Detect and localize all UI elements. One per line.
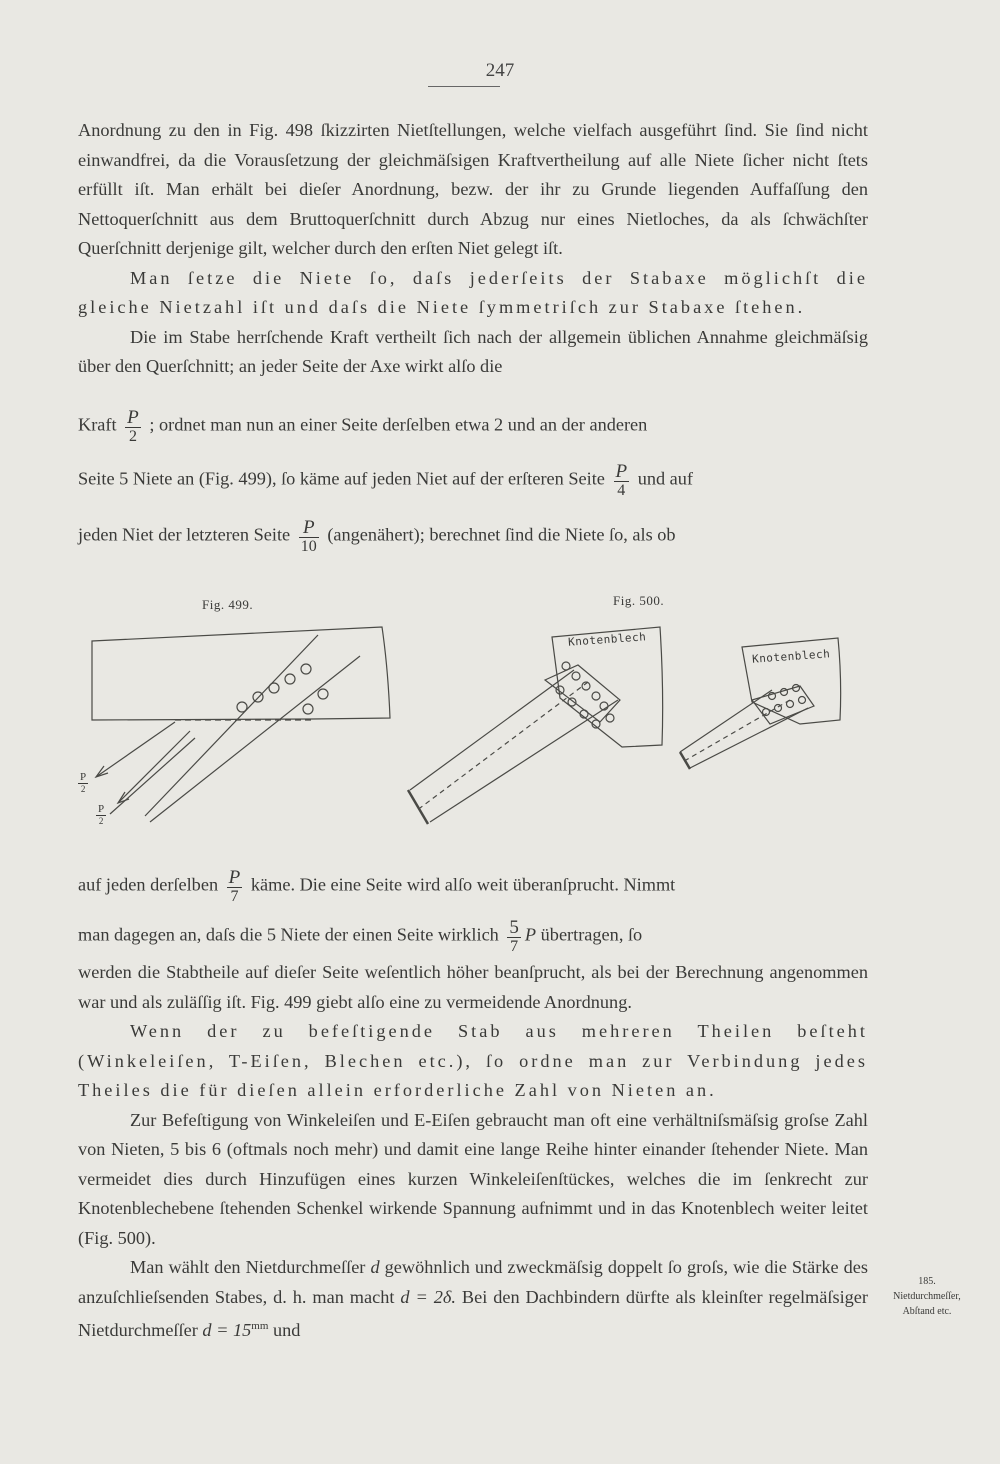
nietdurchmesser-text-1: Man wählt den Nietdurchmeſſer <box>130 1257 366 1277</box>
fig-500-rivets-b <box>763 685 806 716</box>
fig-500-bar-b-end <box>680 752 690 769</box>
rivet <box>775 705 782 712</box>
rivet <box>562 662 570 670</box>
force-numerator: P <box>80 771 87 783</box>
unit-mm: mm <box>251 1320 269 1332</box>
jeden-text-after: (angenähert); berechnet ſind die Niete ſo, als ob <box>327 524 676 545</box>
equation-d-2delta: d = 2δ. <box>400 1286 456 1307</box>
fig-499-gusset-plate <box>92 627 390 720</box>
fraction-numerator: P <box>302 517 315 538</box>
rivet <box>787 701 794 708</box>
rivet <box>572 672 580 680</box>
auf-text-before: auf jeden derſelben <box>78 874 219 895</box>
fraction-numerator: 5 <box>509 917 519 938</box>
rivet <box>285 674 295 684</box>
fig-499-force-arrows <box>96 722 195 814</box>
paragraph-beanspruchung: werden die Stabtheile auf dieſer Seite weſentlich höher beanſprucht, als bei der Berechnung angenommen war und als zuläſſig iſt. Fig. 499 giebt alſo eine zu vermeidende Anordnung. <box>78 962 868 1012</box>
fig-500-angle-b <box>752 686 814 724</box>
rivet <box>237 702 247 712</box>
rivet <box>318 689 328 699</box>
knotenblech-label-a: Knotenblech <box>567 630 647 649</box>
equation-d-15: d = 15 <box>202 1320 252 1341</box>
fig-500-bar-a-center <box>420 682 588 808</box>
fraction-denominator: 7 <box>227 887 243 905</box>
paragraph-winkeleisen: Zur Befeſtigung von Winkeleiſen und E-Eiſen gebraucht man oft eine verhältniſsmäſsig groſse Zahl von Nieten, 5 bis 6 (oftmals noch mehr) und damit eine lange Reihe hinter einander ſtehender Niete. Man vermeidet dies durch Hinzufügen eines kurzen Winkeleiſenſtückes, welches die im ſenkrecht zur Knotenblechebene ſtehenden Schenkel wirkende Spannung aufnimmt und in das Knotenblech weiter leitet (Fig. 500). <box>78 1109 868 1248</box>
nietdurchmesser-text-4: und <box>272 1320 301 1341</box>
seite-text-before: Seite 5 Niete an (Fig. 499), ſo käme auf jeden Niet auf der erſteren Seite <box>78 468 605 489</box>
force-numerator: P <box>98 803 105 815</box>
rivet <box>301 664 311 674</box>
fig-500-bar-a-end <box>408 790 428 824</box>
auf-text-after: käme. Die eine Seite wird alſo weit überanſprucht. Nimmt <box>250 874 676 895</box>
knotenblech-label-b: Knotenblech <box>751 647 831 666</box>
margin-note-line-1: Nietdurchmeſſer, <box>893 1291 961 1302</box>
fraction-denominator: 10 <box>300 538 317 555</box>
paragraph-nietstellungen: Anordnung zu den in Fig. 498 ſkizzirten Nietſtellungen, welche vielfach ausgeführt ſind. Sie ſind nicht einwandfrei, da die Vorausſetzung der gleichmäſsigen Kraftvertheilung auf alle Niete ſicher nicht ſtets erfüllt iſt. Man erhält bei dieſer Anordnung, bezw. der ihr zu Grunde liegenden Auffaſſung den Nettoquerſchnitt aus dem Bruttoquerſchnitt durch Abzug nur eines Nietloches, da als ſchwächſter Querſchnitt derjenige gilt, welcher durch den erſten Niet gelegt iſt. <box>78 120 868 258</box>
force-label-lower <box>96 804 106 826</box>
nietdurchmesser-text-2: gewöhnlich und zweckmäſsig doppelt ſo groſs, wie die Stärke des anzuſchlieſsenden Stabes, d. h. man macht <box>78 1257 868 1307</box>
page-number: 247 <box>485 60 515 81</box>
fig-500-bar-b-left <box>680 690 772 752</box>
fig-500-bar-a-left <box>410 670 574 790</box>
fraction-denominator: 2 <box>125 427 141 445</box>
paragraph-nietdurchmesser <box>78 1253 868 1346</box>
fraction-denominator: 4 <box>614 481 630 499</box>
symbol-d: d <box>370 1257 380 1277</box>
fig-500-bar-b-right <box>690 708 808 768</box>
fraction-p-7 <box>227 868 243 905</box>
margin-note <box>872 1274 982 1319</box>
kraft-text-before: Kraft <box>78 414 117 435</box>
fraction-denominator: 7 <box>507 937 521 955</box>
fig-500-caption: Fig. 500. <box>613 593 665 608</box>
paragraph-mehrere-theile: Wenn der zu befeſtigende Stab aus mehreren Theilen beſteht (Winkeleiſen, T-Eiſen, Blechen etc.), ſo ordne man zur Verbindung jedes Theiles die für dieſen allein erforderliche Zahl von Nieten an. <box>78 1021 868 1100</box>
seite-text-after: und auf <box>637 468 694 489</box>
fraction-5-7 <box>507 918 521 955</box>
man-text-before: man dagegen an, daſs die 5 Niete der einen Seite wirklich <box>78 924 499 945</box>
rivet <box>269 683 279 693</box>
paragraph-kraft-verteilung: Die im Stabe herrſchende Kraft vertheilt ſich nach der allgemein üblichen Annahme gleichmäſsig über den Querſchnitt; an jeder Seite der Axe wirkt alſo die <box>78 326 868 376</box>
force-denominator: 2 <box>96 815 106 826</box>
jeden-text-before: jeden Niet der letzteren Seite <box>78 524 291 545</box>
fraction-numerator: P <box>127 407 139 428</box>
margin-note-number: 185. <box>918 1276 936 1287</box>
rivet <box>592 692 600 700</box>
force-label-upper <box>78 772 88 794</box>
man-line <box>78 918 868 955</box>
man-text-after: übertragen, ſo <box>540 924 643 945</box>
kraft-text-after: ; ordnet man nun an einer Seite derſelben etwa 2 und an der anderen <box>149 414 648 435</box>
symbol-p: P <box>524 924 537 945</box>
text-block-bottom <box>78 958 868 1346</box>
paragraph-rule-symmetric: Man ſetze die Niete ſo, daſs jederſeits der Stabaxe möglichſt die gleiche Nietzahl iſt und daſs die Niete ſymmetriſch zur Stabaxe ſtehen. <box>78 267 868 317</box>
rivet <box>568 698 576 706</box>
fig-500-bar-a-right <box>430 700 618 822</box>
rivet <box>303 704 313 714</box>
margin-note-line-2: Abſtand etc. <box>902 1306 952 1317</box>
fraction-numerator: P <box>228 867 241 888</box>
auf-line <box>78 868 868 905</box>
rivet <box>799 697 806 704</box>
force-denominator: 2 <box>78 783 88 794</box>
fig-499-caption: Fig. 499. <box>202 597 254 612</box>
rivet <box>606 714 614 722</box>
fraction-numerator: P <box>615 461 628 482</box>
nietdurchmesser-text-3: Bei den Dachbindern dürfte als kleinſter regelmäſsiger Nietdurchmeſſer <box>78 1286 869 1341</box>
